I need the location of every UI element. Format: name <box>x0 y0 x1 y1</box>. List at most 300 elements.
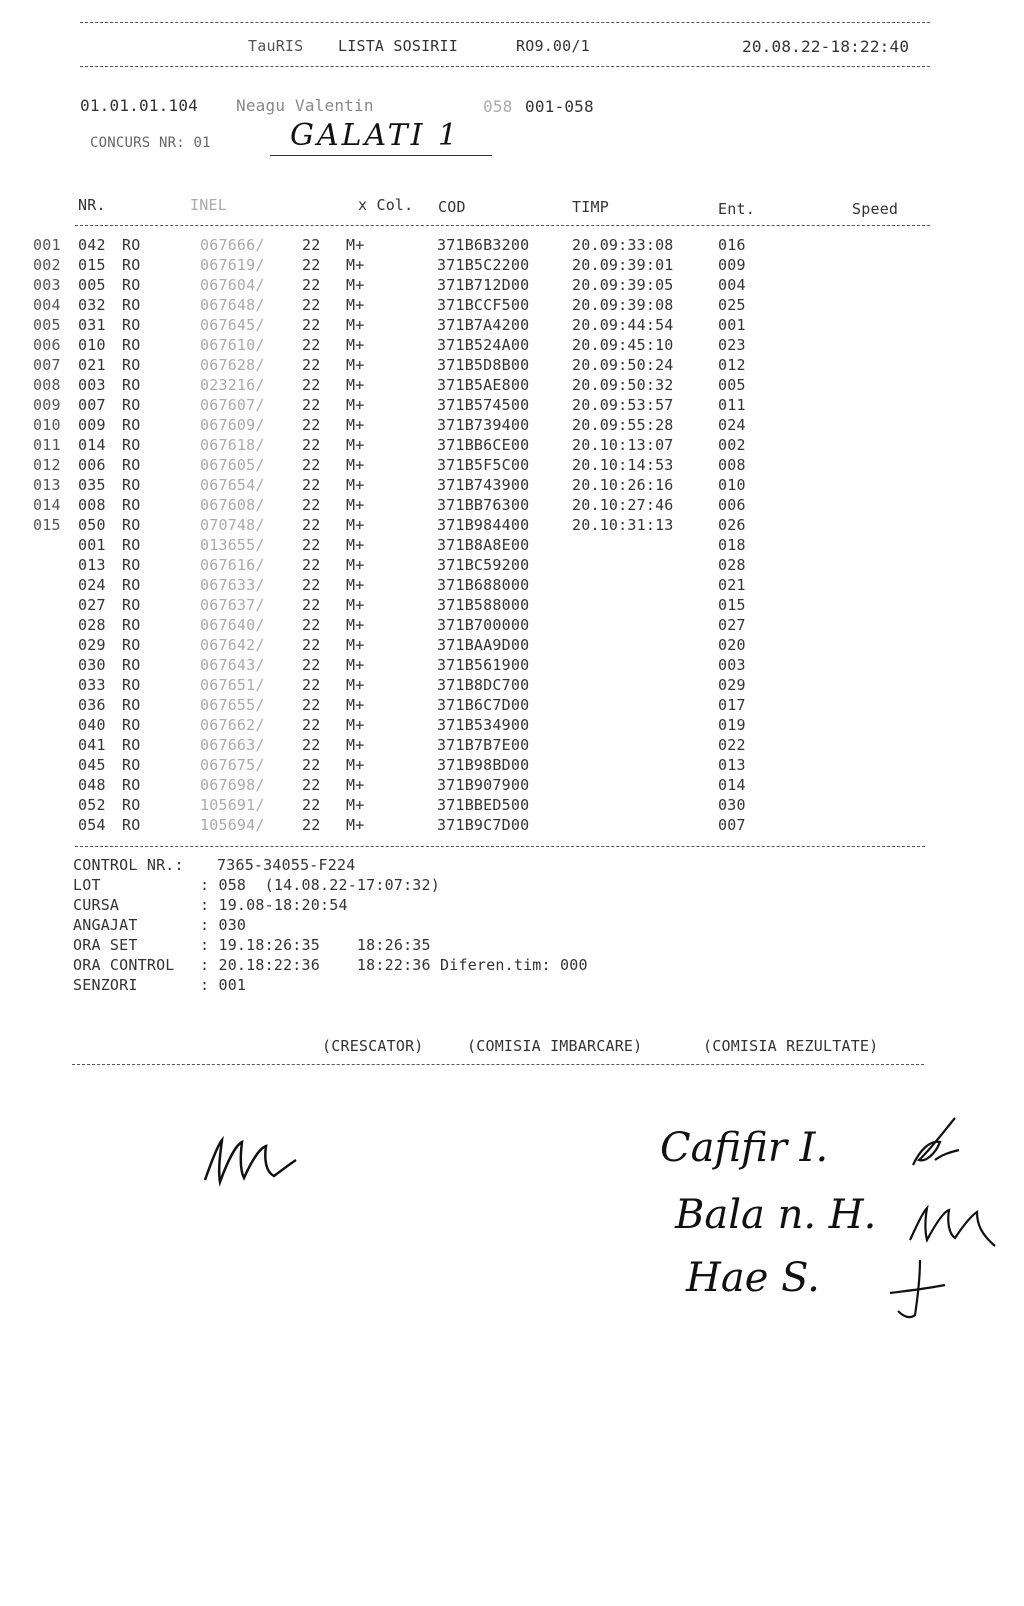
cell-sex: M+ <box>346 416 365 434</box>
handwritten-name-1: Cafifir I. <box>660 1125 829 1171</box>
table-row <box>0 636 1024 656</box>
cell-country: RO <box>122 756 141 774</box>
cell-nr: 003 <box>78 376 106 394</box>
cell-nr: 001 <box>78 536 106 554</box>
control-nr-value: 7365-34055-F224 <box>217 856 356 874</box>
cell-sex: M+ <box>346 576 365 594</box>
cell-ent: 028 <box>718 556 746 574</box>
col-cod: COD <box>438 198 466 216</box>
cell-country: RO <box>122 336 141 354</box>
cell-ent: 002 <box>718 436 746 454</box>
cell-ring: 023216/ <box>200 376 265 394</box>
col-nr: NR. <box>78 196 106 214</box>
cell-sex: M+ <box>346 456 365 474</box>
cell-ent: 030 <box>718 796 746 814</box>
table-row <box>0 576 1024 596</box>
cell-time: 20.09:50:32 <box>572 376 674 394</box>
table-row <box>0 476 1024 496</box>
cell-ring: 067608/ <box>200 496 265 514</box>
cell-ring: 067666/ <box>200 236 265 254</box>
cell-country: RO <box>122 456 141 474</box>
ora-set-value: : 19.18:26:35 18:26:35 <box>200 936 431 954</box>
cell-nr: 015 <box>78 256 106 274</box>
cell-country: RO <box>122 236 141 254</box>
cell-sex: M+ <box>346 376 365 394</box>
cell-sex: M+ <box>346 616 365 634</box>
table-row <box>0 656 1024 676</box>
cell-time: 20.10:26:16 <box>572 476 674 494</box>
col-speed: Speed <box>852 200 899 218</box>
cell-ent: 013 <box>718 756 746 774</box>
table-row <box>0 416 1024 436</box>
cell-year: 22 <box>302 536 321 554</box>
ora-set-label: ORA SET <box>73 936 138 954</box>
cell-ent: 011 <box>718 396 746 414</box>
contest-name-handwritten: GALATI 1 <box>290 118 461 153</box>
cell-sex: M+ <box>346 596 365 614</box>
angajat-value: : 030 <box>200 916 247 934</box>
footer-rule <box>72 1064 924 1065</box>
cell-year: 22 <box>302 236 321 254</box>
cell-year: 22 <box>302 816 321 834</box>
cell-cod: 371B700000 <box>437 616 530 634</box>
cell-ring: 067605/ <box>200 456 265 474</box>
cell-sex: M+ <box>346 736 365 754</box>
cell-ent: 027 <box>718 616 746 634</box>
cell-sex: M+ <box>346 396 365 414</box>
cell-cod: 371B6C7D00 <box>437 696 530 714</box>
cell-ring: 067651/ <box>200 676 265 694</box>
owner-name: Neagu Valentin <box>236 96 374 115</box>
senzori-label: SENZORI <box>73 976 138 994</box>
cell-sex: M+ <box>346 536 365 554</box>
cell-nr: 033 <box>78 676 106 694</box>
cell-year: 22 <box>302 436 321 454</box>
cell-time: 20.09:39:05 <box>572 276 674 294</box>
cell-ent: 029 <box>718 676 746 694</box>
handwritten-name-2: Bala n. H. <box>675 1192 877 1238</box>
cell-ring: 067628/ <box>200 356 265 374</box>
cell-cod: 371B5D8B00 <box>437 356 530 374</box>
caption-crescator: (CRESCATOR) <box>322 1037 424 1055</box>
cell-ring: 067640/ <box>200 616 265 634</box>
cell-country: RO <box>122 556 141 574</box>
cell-time: 20.09:33:08 <box>572 236 674 254</box>
cell-cod: 371B6B3200 <box>437 236 530 254</box>
cell-country: RO <box>122 536 141 554</box>
cell-time: 20.09:50:24 <box>572 356 674 374</box>
cell-time: 20.09:55:28 <box>572 416 674 434</box>
cell-time: 20.09:45:10 <box>572 336 674 354</box>
table-row <box>0 456 1024 476</box>
cell-country: RO <box>122 776 141 794</box>
system-name: TauRIS <box>248 37 304 55</box>
cell-nr: 029 <box>78 636 106 654</box>
cell-year: 22 <box>302 616 321 634</box>
table-row <box>0 756 1024 776</box>
table-row <box>0 716 1024 736</box>
table-row <box>0 376 1024 396</box>
cell-time: 20.10:14:53 <box>572 456 674 474</box>
cell-nr: 005 <box>78 276 106 294</box>
cell-cod: 371BBED500 <box>437 796 530 814</box>
cell-cod: 371B739400 <box>437 416 530 434</box>
cell-year: 22 <box>302 296 321 314</box>
cell-year: 22 <box>302 276 321 294</box>
cell-year: 22 <box>302 636 321 654</box>
cell-country: RO <box>122 596 141 614</box>
cell-ent: 008 <box>718 456 746 474</box>
cell-pos: 001 <box>33 236 61 254</box>
cell-ent: 024 <box>718 416 746 434</box>
cell-nr: 040 <box>78 716 106 734</box>
cell-ring: 067698/ <box>200 776 265 794</box>
cell-ent: 020 <box>718 636 746 654</box>
cell-ring: 067648/ <box>200 296 265 314</box>
cell-ent: 022 <box>718 736 746 754</box>
cell-pos: 014 <box>33 496 61 514</box>
cell-ent: 019 <box>718 716 746 734</box>
cell-time: 20.09:39:08 <box>572 296 674 314</box>
table-row <box>0 436 1024 456</box>
cell-country: RO <box>122 736 141 754</box>
committee-signature-3 <box>880 1255 950 1325</box>
cell-sex: M+ <box>346 296 365 314</box>
cell-nr: 048 <box>78 776 106 794</box>
cell-year: 22 <box>302 336 321 354</box>
cell-year: 22 <box>302 416 321 434</box>
cell-year: 22 <box>302 776 321 794</box>
cell-ent: 005 <box>718 376 746 394</box>
table-row <box>0 676 1024 696</box>
cell-cod: 371BCCF500 <box>437 296 530 314</box>
cursa-value: : 19.08-18:20:54 <box>200 896 348 914</box>
cell-cod: 371B8A8E00 <box>437 536 530 554</box>
owner-id: 01.01.01.104 <box>80 96 198 115</box>
cell-sex: M+ <box>346 696 365 714</box>
cell-ring: 067604/ <box>200 276 265 294</box>
cell-nr: 054 <box>78 816 106 834</box>
cell-ring: 067655/ <box>200 696 265 714</box>
table-end-rule <box>75 846 925 847</box>
ora-control-value: : 20.18:22:36 18:22:36 Diferen.tim: 000 <box>200 956 588 974</box>
cell-ent: 025 <box>718 296 746 314</box>
cell-sex: M+ <box>346 636 365 654</box>
cell-country: RO <box>122 656 141 674</box>
lot-value: : 058 (14.08.22-17:07:32) <box>200 876 440 894</box>
cell-nr: 031 <box>78 316 106 334</box>
table-row <box>0 616 1024 636</box>
cell-cod: 371B5AE800 <box>437 376 530 394</box>
owner-range-start: 058 <box>483 97 513 116</box>
cell-ent: 017 <box>718 696 746 714</box>
cell-country: RO <box>122 476 141 494</box>
cell-ring: 067675/ <box>200 756 265 774</box>
cell-pos: 008 <box>33 376 61 394</box>
cell-year: 22 <box>302 796 321 814</box>
cell-year: 22 <box>302 656 321 674</box>
cell-year: 22 <box>302 696 321 714</box>
cell-ring: 067654/ <box>200 476 265 494</box>
cell-country: RO <box>122 496 141 514</box>
cell-pos: 002 <box>33 256 61 274</box>
col-ent: Ent. <box>718 200 755 218</box>
committee-signature-2 <box>905 1190 1005 1250</box>
cell-ring: 067616/ <box>200 556 265 574</box>
col-timp: TIMP <box>572 198 609 216</box>
cell-sex: M+ <box>346 516 365 534</box>
cell-cod: 371B984400 <box>437 516 530 534</box>
cell-cod: 371B8DC700 <box>437 676 530 694</box>
cell-cod: 371B5C2200 <box>437 256 530 274</box>
cell-ring: 067619/ <box>200 256 265 274</box>
cell-year: 22 <box>302 476 321 494</box>
cell-ent: 026 <box>718 516 746 534</box>
cell-ent: 015 <box>718 596 746 614</box>
contest-underline <box>270 155 492 156</box>
table-row <box>0 536 1024 556</box>
cell-nr: 042 <box>78 236 106 254</box>
cell-cod: 371BB76300 <box>437 496 530 514</box>
cell-country: RO <box>122 416 141 434</box>
cell-sex: M+ <box>346 436 365 454</box>
cell-ring: 013655/ <box>200 536 265 554</box>
table-row <box>0 316 1024 336</box>
cell-year: 22 <box>302 316 321 334</box>
cell-pos: 011 <box>33 436 61 454</box>
cell-ring: 105691/ <box>200 796 265 814</box>
table-row <box>0 736 1024 756</box>
cell-nr: 008 <box>78 496 106 514</box>
cell-cod: 371B9C7D00 <box>437 816 530 834</box>
cell-pos: 007 <box>33 356 61 374</box>
cell-nr: 045 <box>78 756 106 774</box>
cell-ent: 006 <box>718 496 746 514</box>
cell-sex: M+ <box>346 796 365 814</box>
cell-ring: 067637/ <box>200 596 265 614</box>
column-header-rule <box>75 225 930 226</box>
cell-year: 22 <box>302 756 321 774</box>
cell-ring: 067607/ <box>200 396 265 414</box>
table-row <box>0 596 1024 616</box>
cell-nr: 014 <box>78 436 106 454</box>
document-code: RO9.00/1 <box>516 37 590 55</box>
table-row <box>0 796 1024 816</box>
cell-year: 22 <box>302 496 321 514</box>
cell-nr: 028 <box>78 616 106 634</box>
cell-pos: 005 <box>33 316 61 334</box>
cell-ent: 010 <box>718 476 746 494</box>
table-row <box>0 236 1024 256</box>
cell-country: RO <box>122 636 141 654</box>
table-row <box>0 696 1024 716</box>
cell-cod: 371B534900 <box>437 716 530 734</box>
caption-comisia-imbarcare: (COMISIA IMBARCARE) <box>467 1037 643 1055</box>
cell-country: RO <box>122 316 141 334</box>
cell-ring: 105694/ <box>200 816 265 834</box>
cell-pos: 004 <box>33 296 61 314</box>
owner-range: 001-058 <box>525 97 594 116</box>
table-row <box>0 496 1024 516</box>
cell-time: 20.09:44:54 <box>572 316 674 334</box>
cell-year: 22 <box>302 256 321 274</box>
control-nr-label: CONTROL NR.: <box>73 856 184 874</box>
cell-cod: 371B5F5C00 <box>437 456 530 474</box>
cell-ent: 012 <box>718 356 746 374</box>
table-row <box>0 276 1024 296</box>
table-row <box>0 816 1024 836</box>
cell-country: RO <box>122 576 141 594</box>
cell-cod: 371B98BD00 <box>437 756 530 774</box>
cell-cod: 371B561900 <box>437 656 530 674</box>
cell-cod: 371B7B7E00 <box>437 736 530 754</box>
cell-ent: 004 <box>718 276 746 294</box>
cell-country: RO <box>122 296 141 314</box>
cell-nr: 032 <box>78 296 106 314</box>
cell-nr: 010 <box>78 336 106 354</box>
cell-sex: M+ <box>346 716 365 734</box>
col-col: x Col. <box>358 196 414 214</box>
cell-country: RO <box>122 436 141 454</box>
cell-time: 20.10:31:13 <box>572 516 674 534</box>
cell-sex: M+ <box>346 816 365 834</box>
table-row <box>0 256 1024 276</box>
cell-nr: 024 <box>78 576 106 594</box>
cell-ent: 016 <box>718 236 746 254</box>
cell-nr: 027 <box>78 596 106 614</box>
cell-ent: 003 <box>718 656 746 674</box>
handwritten-name-3: Hae S. <box>686 1255 820 1301</box>
cell-sex: M+ <box>346 496 365 514</box>
cell-year: 22 <box>302 456 321 474</box>
cell-cod: 371BC59200 <box>437 556 530 574</box>
cell-nr: 052 <box>78 796 106 814</box>
cell-pos: 010 <box>33 416 61 434</box>
cell-pos: 012 <box>33 456 61 474</box>
cell-year: 22 <box>302 376 321 394</box>
caption-comisia-rezultate: (COMISIA REZULTATE) <box>703 1037 879 1055</box>
cell-ring: 067610/ <box>200 336 265 354</box>
ora-control-label: ORA CONTROL <box>73 956 175 974</box>
cell-sex: M+ <box>346 336 365 354</box>
cell-nr: 006 <box>78 456 106 474</box>
cell-country: RO <box>122 816 141 834</box>
cell-year: 22 <box>302 356 321 374</box>
cell-country: RO <box>122 276 141 294</box>
cell-ent: 023 <box>718 336 746 354</box>
header-rule <box>80 66 930 67</box>
cell-sex: M+ <box>346 776 365 794</box>
cell-nr: 021 <box>78 356 106 374</box>
cursa-label: CURSA <box>73 896 120 914</box>
cell-sex: M+ <box>346 656 365 674</box>
cell-country: RO <box>122 376 141 394</box>
cell-cod: 371B7A4200 <box>437 316 530 334</box>
cell-country: RO <box>122 616 141 634</box>
cell-ring: 067633/ <box>200 576 265 594</box>
cell-ring: 067642/ <box>200 636 265 654</box>
cell-country: RO <box>122 676 141 694</box>
cell-nr: 007 <box>78 396 106 414</box>
cell-time: 20.09:39:01 <box>572 256 674 274</box>
cell-sex: M+ <box>346 356 365 374</box>
cell-nr: 030 <box>78 656 106 674</box>
cell-sex: M+ <box>346 256 365 274</box>
lot-label: LOT <box>73 876 101 894</box>
document-title: LISTA SOSIRII <box>338 37 458 55</box>
cell-time: 20.09:53:57 <box>572 396 674 414</box>
cell-sex: M+ <box>346 556 365 574</box>
cell-time: 20.10:27:46 <box>572 496 674 514</box>
cell-nr: 035 <box>78 476 106 494</box>
contest-label: CONCURS NR: 01 <box>90 135 211 151</box>
cell-time: 20.10:13:07 <box>572 436 674 454</box>
col-inel: INEL <box>190 196 227 214</box>
cell-ent: 001 <box>718 316 746 334</box>
cell-cod: 371B712D00 <box>437 276 530 294</box>
cell-cod: 371B743900 <box>437 476 530 494</box>
table-row <box>0 516 1024 536</box>
cell-sex: M+ <box>346 236 365 254</box>
cell-nr: 013 <box>78 556 106 574</box>
cell-country: RO <box>122 396 141 414</box>
cell-year: 22 <box>302 736 321 754</box>
cell-sex: M+ <box>346 676 365 694</box>
cell-pos: 003 <box>33 276 61 294</box>
cell-sex: M+ <box>346 756 365 774</box>
cell-year: 22 <box>302 596 321 614</box>
committee-signature-1 <box>905 1110 965 1180</box>
cell-ent: 021 <box>718 576 746 594</box>
cell-ring: 067645/ <box>200 316 265 334</box>
cell-year: 22 <box>302 556 321 574</box>
cell-nr: 050 <box>78 516 106 534</box>
cell-nr: 036 <box>78 696 106 714</box>
cell-cod: 371B524A00 <box>437 336 530 354</box>
cell-cod: 371BB6CE00 <box>437 436 530 454</box>
cell-country: RO <box>122 696 141 714</box>
angajat-label: ANGAJAT <box>73 916 138 934</box>
cell-ring: 067618/ <box>200 436 265 454</box>
cell-year: 22 <box>302 676 321 694</box>
cell-cod: 371B688000 <box>437 576 530 594</box>
cell-pos: 015 <box>33 516 61 534</box>
cell-pos: 009 <box>33 396 61 414</box>
cell-cod: 371B907900 <box>437 776 530 794</box>
cell-country: RO <box>122 256 141 274</box>
cell-ent: 014 <box>718 776 746 794</box>
cell-pos: 013 <box>33 476 61 494</box>
cell-ring: 067609/ <box>200 416 265 434</box>
cell-cod: 371B588000 <box>437 596 530 614</box>
cell-pos: 006 <box>33 336 61 354</box>
senzori-value: : 001 <box>200 976 247 994</box>
cell-sex: M+ <box>346 276 365 294</box>
cell-country: RO <box>122 516 141 534</box>
cell-ring: 067643/ <box>200 656 265 674</box>
cell-country: RO <box>122 356 141 374</box>
cell-sex: M+ <box>346 476 365 494</box>
table-row <box>0 776 1024 796</box>
cell-year: 22 <box>302 516 321 534</box>
cell-ring: 067663/ <box>200 736 265 754</box>
print-datetime: 20.08.22-18:22:40 <box>742 37 910 56</box>
cell-sex: M+ <box>346 316 365 334</box>
table-row <box>0 296 1024 316</box>
cell-nr: 041 <box>78 736 106 754</box>
cell-ent: 009 <box>718 256 746 274</box>
cell-cod: 371BAA9D00 <box>437 636 530 654</box>
